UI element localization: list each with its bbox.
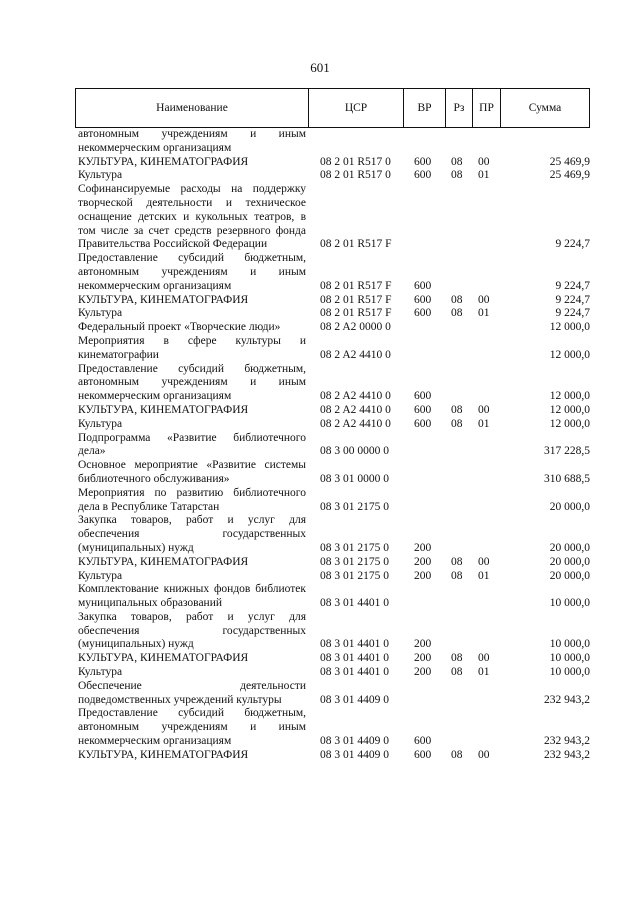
row-csr: 08 2 A2 4410 0 [320,348,391,361]
row-sum: 310 688,5 [544,472,590,485]
table-body [78,128,590,763]
row-name: Предоставление субсидий бюджетным, автономным учреждениям и иным некоммерческим организациям [78,362,306,403]
row-csr: 08 2 01 R517 F [320,238,392,251]
row-name: КУЛЬТУРА, КИНЕМАТОГРАФИЯ [78,652,249,665]
row-csr: 08 2 A2 4410 0 [320,403,391,416]
row-name: КУЛЬТУРА, КИНЕМАТОГРАФИЯ [78,403,249,416]
row-csr: 08 3 01 4401 0 [320,638,389,651]
row-sum: 317 228,5 [544,445,590,458]
row-csr: 08 3 01 4409 0 [320,735,389,748]
row-pr: 01 [478,569,490,582]
row-name: КУЛЬТУРА, КИНЕМАТОГРАФИЯ [78,155,249,168]
row-sum: 10 000,0 [549,666,590,679]
row-name: Закупка товаров, работ и услуг для обеспечения государственных (муниципальных) нужд [78,610,306,651]
row-rz: 08 [451,417,463,430]
row-pr: 00 [478,748,490,761]
row-rz: 08 [451,555,463,568]
row-csr: 08 2 01 R517 F [320,293,392,306]
row-sum: 9 224,7 [555,279,590,292]
row-vr: 600 [414,417,432,430]
table-row [78,749,590,763]
row-rz: 08 [451,403,463,416]
row-csr: 08 3 00 0000 0 [320,445,389,458]
row-name: Предоставление субсидий бюджетным, автономным учреждениям и иным некоммерческим организациям [78,252,306,292]
table-row [78,128,590,156]
row-csr: 08 2 01 R517 0 [320,169,391,182]
row-csr: 08 2 01 R517 F [320,279,392,292]
row-vr: 600 [414,155,432,168]
row-rz: 08 [451,666,463,679]
row-sum: 20 000,0 [549,541,590,554]
row-rz: 08 [451,569,463,582]
row-sum: 20 000,0 [549,500,590,513]
table-row [78,583,590,611]
row-sum: 12 000,0 [549,390,590,403]
row-sum: 20 000,0 [549,555,590,568]
table-row [78,611,590,652]
row-vr: 200 [414,541,432,554]
row-csr: 08 3 01 0000 0 [320,472,389,485]
row-name: Мероприятия в сфере культуры и кинематографии [78,334,306,361]
row-rz: 08 [451,748,463,761]
table-row [78,556,590,570]
row-name: Мероприятия по развитию библиотечного дела в Республике Татарстан [78,486,306,513]
row-pr: 00 [478,293,490,306]
row-rz: 08 [451,652,463,665]
header-sum: Сумма [528,102,562,114]
row-rz: 08 [451,169,463,182]
row-sum: 25 469,9 [549,169,590,182]
row-sum: 10 000,0 [549,597,590,610]
table-row [78,432,590,460]
page-number: 601 [310,60,330,75]
row-pr: 01 [478,307,490,320]
table-row [78,363,590,404]
row-csr: 08 3 01 2175 0 [320,569,389,582]
row-vr: 600 [414,735,432,748]
row-name: КУЛЬТУРА, КИНЕМАТОГРАФИЯ [78,555,249,568]
header-name: Наименование [76,89,309,127]
row-vr: 600 [414,279,432,292]
row-name: Предоставление субсидий бюджетным, автономным учреждениям и иным некоммерческим организациям [78,707,306,748]
table-row [78,570,590,584]
row-csr: 08 3 01 4401 0 [320,597,389,610]
table-row [78,321,590,335]
row-sum: 10 000,0 [549,638,590,651]
row-name: Софинансируемые расходы на поддержку творческой деятельности и техническое оснащение детских и кукольных театров, в том числе за счет средств резервного фонда Правительства Российской Федерации [78,183,306,251]
row-pr: 00 [478,555,490,568]
row-vr: 600 [414,403,432,416]
table-row [78,666,590,680]
row-name: Культура [78,569,123,582]
row-csr: 08 2 01 R517 F [320,307,392,320]
row-sum: 9 224,7 [555,293,590,306]
table-row [78,335,590,363]
row-pr: 01 [478,417,490,430]
row-name: Культура [78,666,123,679]
row-csr: 08 3 01 2175 0 [320,541,389,554]
row-sum: 9 224,7 [555,238,590,251]
table-row [78,514,590,555]
row-vr: 600 [414,169,432,182]
row-name: КУЛЬТУРА, КИНЕМАТОГРАФИЯ [78,748,249,761]
row-sum: 12 000,0 [549,403,590,416]
row-name: Обеспечение деятельности подведомственных учреждений культуры [78,679,306,706]
table-row [78,418,590,432]
row-sum: 232 943,2 [544,693,590,706]
row-csr: 08 3 01 4401 0 [320,652,389,665]
row-sum: 9 224,7 [555,307,590,320]
row-name: Основное мероприятие «Развитие системы библиотечного обслуживания» [78,459,306,485]
row-vr: 200 [414,555,432,568]
table-row [78,307,590,321]
row-sum: 12 000,0 [549,417,590,430]
row-name: Закупка товаров, работ и услуг для обеспечения государственных (муниципальных) нужд [78,514,306,554]
row-name: автономным учреждениям и иным некоммерческим организациям [78,128,306,154]
row-pr: 01 [478,666,490,679]
row-vr: 600 [414,390,432,403]
table-row [78,404,590,418]
row-vr: 200 [414,666,432,679]
table-row [78,156,590,170]
row-csr: 08 3 01 2175 0 [320,555,389,568]
table-row [78,252,590,293]
row-csr: 08 2 A2 4410 0 [320,390,391,403]
table-row [78,707,590,748]
row-sum: 10 000,0 [549,652,590,665]
row-name: КУЛЬТУРА, КИНЕМАТОГРАФИЯ [78,293,249,306]
table-row [78,169,590,183]
row-pr: 00 [478,652,490,665]
row-vr: 600 [414,307,432,320]
header-pr: ПР [473,89,501,127]
row-sum: 232 943,2 [544,735,590,748]
row-sum: 20 000,0 [549,569,590,582]
row-vr: 200 [414,638,432,651]
row-vr: 200 [414,652,432,665]
row-pr: 00 [478,403,490,416]
row-sum: 12 000,0 [549,321,590,334]
row-csr: 08 3 01 2175 0 [320,500,389,513]
row-vr: 600 [414,293,432,306]
row-vr: 600 [414,748,432,761]
row-vr: 200 [414,569,432,582]
row-pr: 00 [478,155,490,168]
row-pr: 01 [478,169,490,182]
row-sum: 25 469,9 [549,155,590,168]
table-header [75,88,590,128]
row-name: Культура [78,417,123,430]
row-rz: 08 [451,307,463,320]
table-row [78,294,590,308]
header-csr: ЦСР [309,89,404,127]
table-row [78,459,590,487]
table-row [78,183,590,252]
row-name: Федеральный проект «Творческие люди» [78,321,281,334]
table-row [78,652,590,666]
row-sum: 232 943,2 [544,748,590,761]
row-name: Подпрограмма «Развитие библиотечного дела» [78,431,306,458]
row-sum: 12 000,0 [549,348,590,361]
row-csr: 08 2 A2 0000 0 [320,321,391,334]
header-rz: Рз [446,89,473,127]
row-csr: 08 3 01 4409 0 [320,693,389,706]
row-csr: 08 2 01 R517 0 [320,155,391,168]
row-rz: 08 [451,293,463,306]
table-row [78,487,590,515]
row-csr: 08 3 01 4409 0 [320,748,389,761]
row-name: Культура [78,169,123,182]
row-name: Культура [78,307,123,320]
header-vr: ВР [404,89,446,127]
row-rz: 08 [451,155,463,168]
row-csr: 08 3 01 4401 0 [320,666,389,679]
row-name: Комплектование книжных фондов библиотек муниципальных образований [78,583,306,610]
row-csr: 08 2 A2 4410 0 [320,417,391,430]
table-row [78,680,590,708]
